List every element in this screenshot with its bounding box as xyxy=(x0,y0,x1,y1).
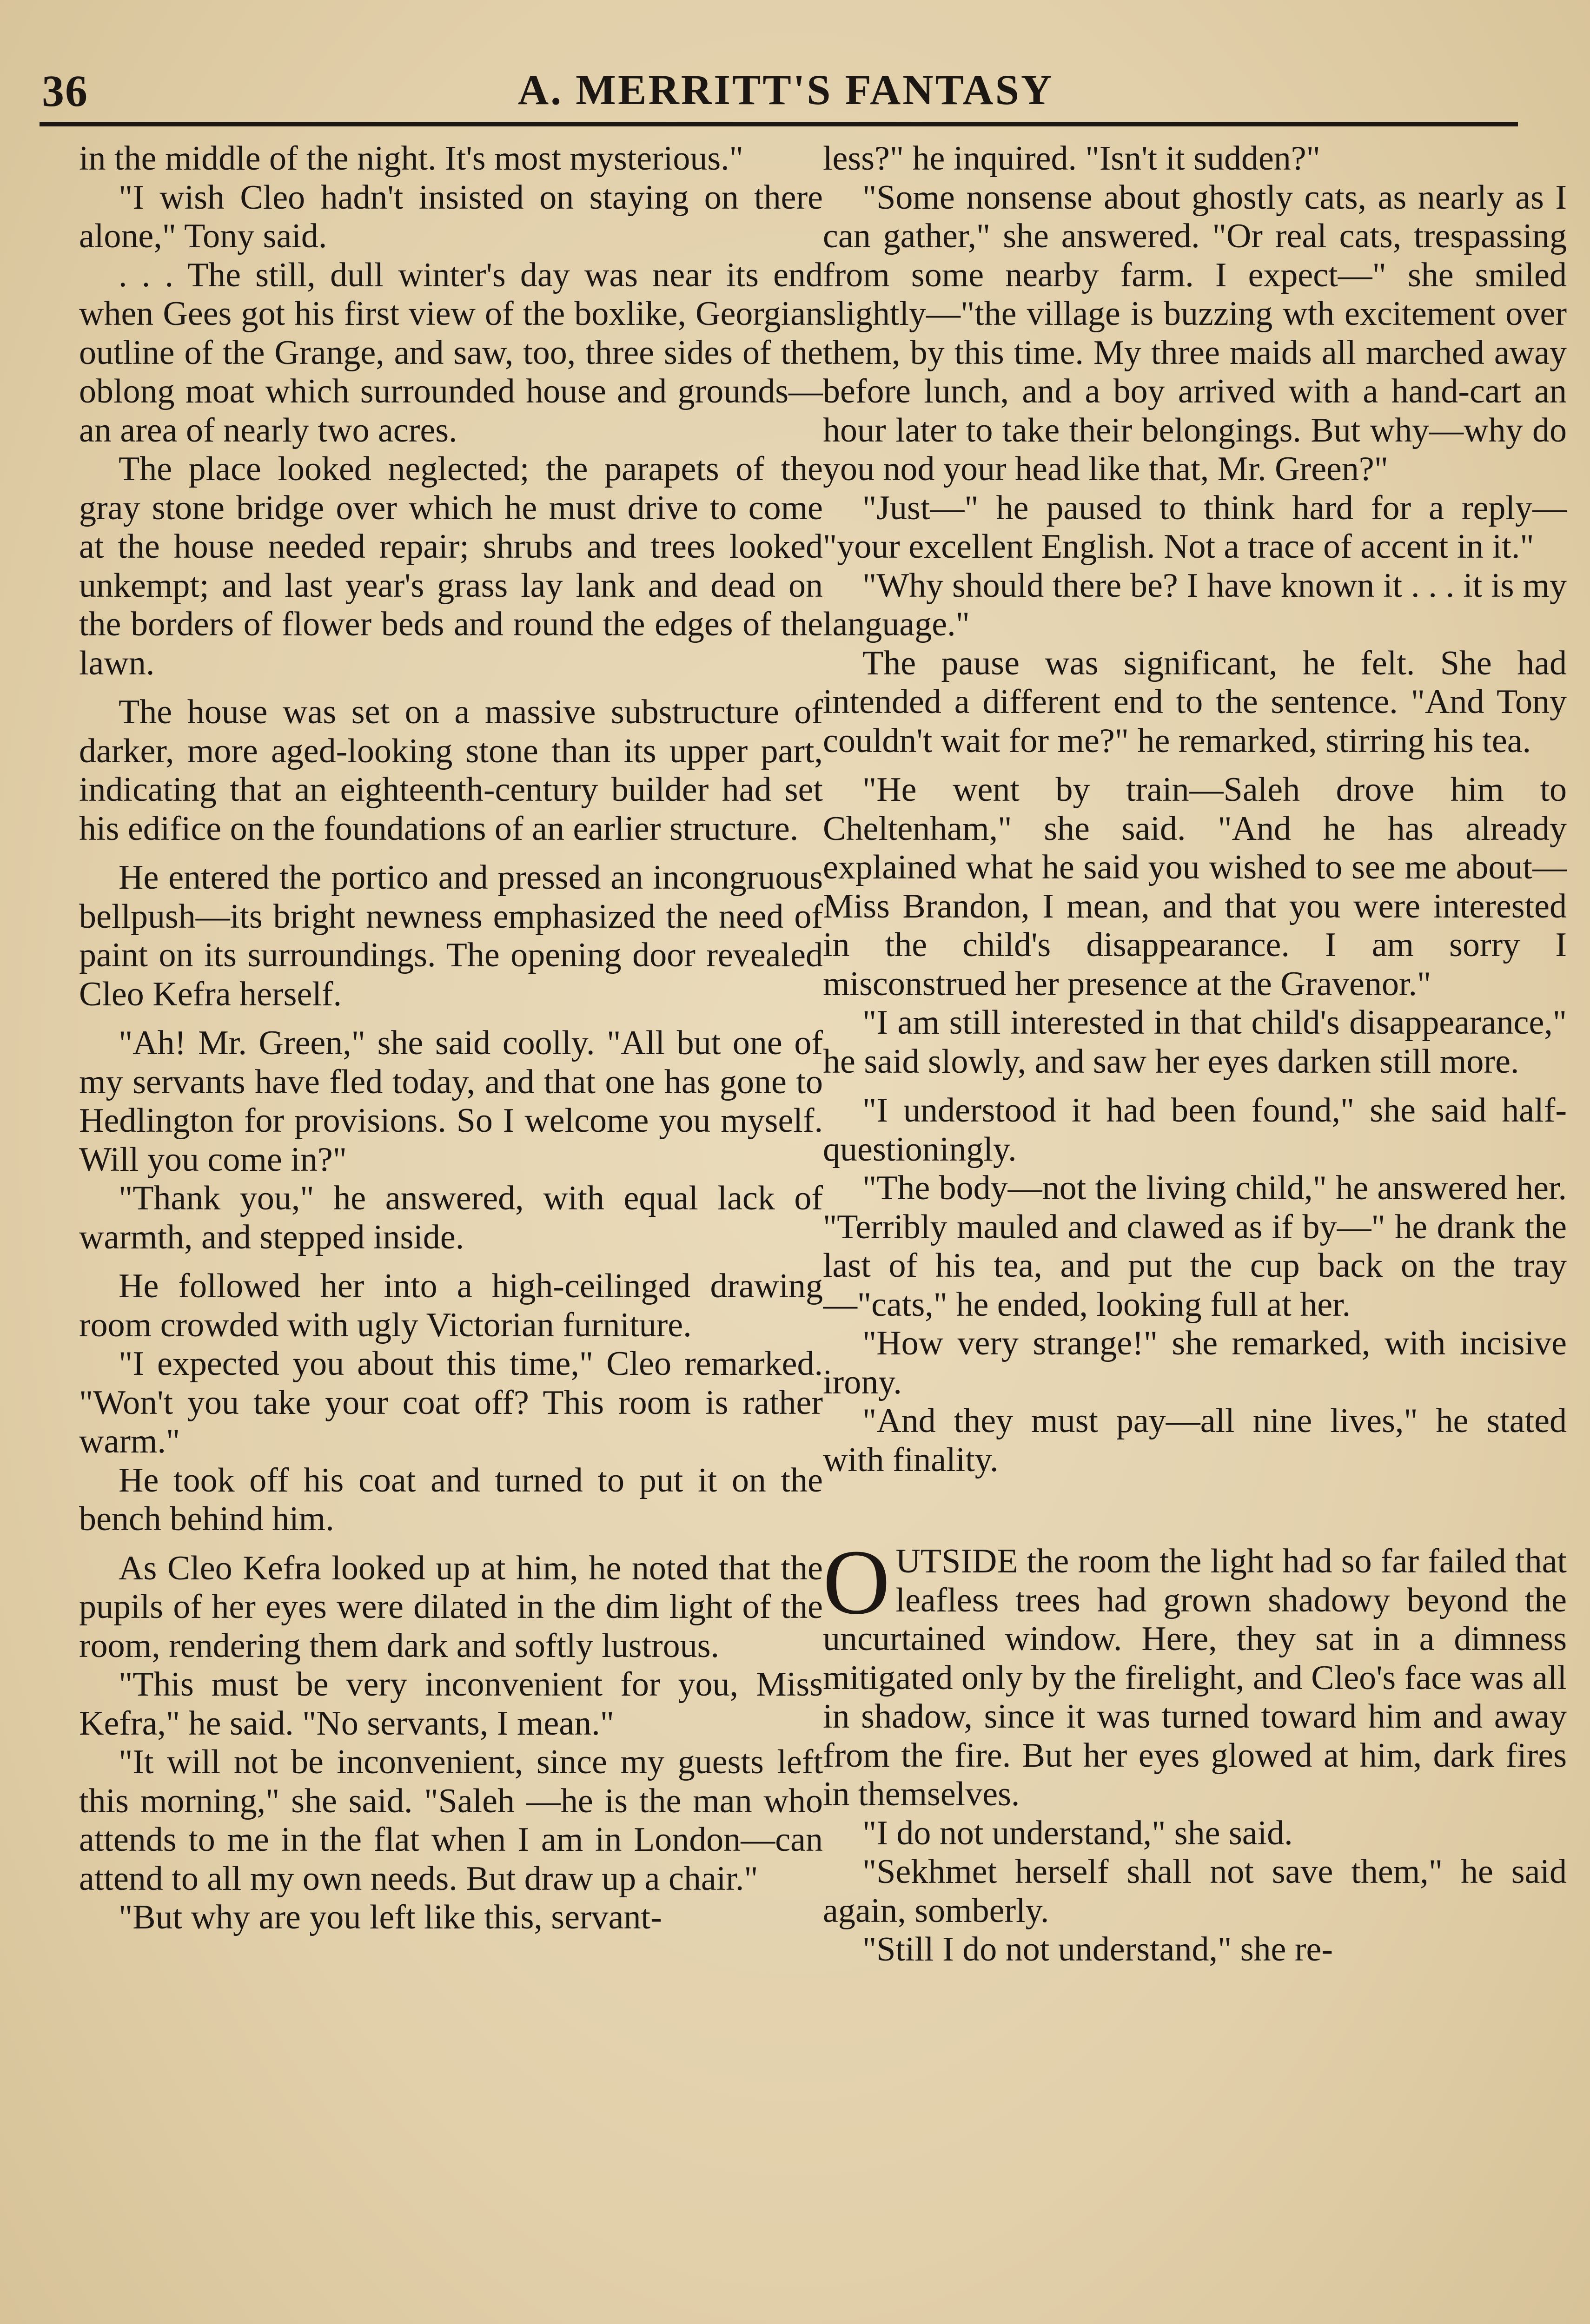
paragraph: "I expected you about this time," Cleo remarked. "Won't you take your coat off? This room is rather warm." xyxy=(79,1345,823,1460)
right-column xyxy=(823,139,1567,2296)
paragraph: The pause was significant, he felt. She had intended a different end to the sentence. "And Tony couldn't wait for me?" he remarked, stirring his tea. xyxy=(823,644,1567,760)
paragraph: "But why are you left like this, servant- xyxy=(119,1898,662,1936)
section-first-text: UTSIDE the room the light had so far failed that leafless trees had grown shadowy beyond the uncurtained window. Here, they sat in a dimness mitigated only by the firelight, and Cleo's face was all in shadow, since it was turned toward him and away from the fire. But her eyes glowed at him, dark fires in themselves. xyxy=(823,1542,1567,1813)
paragraph: "And they must pay—all nine lives," he stated with finality. xyxy=(823,1402,1567,1479)
paragraph: . . . The still, dull winter's day was near its end when Gees got his first view of the boxlike, Georgian outline of the Grange, and saw, too, three sides of the oblong moat which surrounded house and grounds—an area of nearly two acres. xyxy=(79,256,823,449)
paragraph: "This must be very inconvenient for you, Miss Kefra," he said. "No servants, I mean." xyxy=(79,1665,823,1743)
paragraph: "Still I do not understand," she re- xyxy=(862,1930,1333,1968)
paragraph: "I do not understand," she said. xyxy=(862,1814,1293,1852)
paragraph: "I wish Cleo hadn't insisted on staying on there alone," Tony said. xyxy=(79,178,823,255)
paragraph: "Thank you," he answered, with equal lack of warmth, and stepped inside. xyxy=(79,1179,823,1256)
paragraph: "Why should there be? I have known it . . . it is my language." xyxy=(823,566,1567,643)
left-column xyxy=(79,139,823,2296)
paragraph: "Sekhmet herself shall not save them," he said again, somberly. xyxy=(823,1853,1567,1930)
paragraph: less?" he inquired. "Isn't it sudden?" xyxy=(823,139,1320,178)
section-opening-paragraph xyxy=(823,1531,1567,1814)
paragraph: As Cleo Kefra looked up at him, he noted that the pupils of her eyes were dilated in the dim light of the room, rendering them dark and softly lustrous. xyxy=(79,1549,823,1665)
paragraph: "Ah! Mr. Green," she said coolly. "All but one of my servants have fled today, and that one has gone to Hedlington for provisions. So I welcome you myself. Will you come in?" xyxy=(79,1024,823,1179)
paragraph: "I understood it had been found," she said half-questioningly. xyxy=(823,1091,1567,1169)
paragraph: "Some nonsense about ghostly cats, as nearly as I can gather," she answered. "Or real cats, trespassing from some nearby farm. I expect—" she smiled slightly—"the village is buzzing wth excitement over them, by this time. My three maids all marched away before lunch, and a boy arrived with a hand-cart an hour later to take their belongings. But why—why do you nod your head like that, Mr. Green?" xyxy=(823,178,1567,488)
paragraph: He followed her into a high-ceilinged drawing room crowded with ugly Victorian furniture. xyxy=(79,1267,823,1344)
paragraph: "He went by train—Saleh drove him to Cheltenham," she said. "And he has already explained what he said you wished to see me about—Miss Brandon, I mean, and that you were interested in the child's disappearance. I am sorry I misconstrued her presence at the Gravenor." xyxy=(823,771,1567,1003)
paragraph: The place looked neglected; the parapets of the gray stone bridge over which he must drive to come at the house needed repair; shrubs and trees looked unkempt; and last year's grass lay lank and dead on the borders of flower beds and round the edges of the lawn. xyxy=(79,450,823,682)
paragraph: "It will not be inconvenient, since my guests left this morning," she said. "Saleh —he is the man who attends to me in the flat when I am in London—can attend to all my own needs. But draw up a chair." xyxy=(79,1743,823,1898)
paragraph: He took off his coat and turned to put it on the bench behind him. xyxy=(79,1461,823,1538)
paragraph: "I am still interested in that child's disappearance," he said slowly, and saw her eyes darken still more. xyxy=(823,1004,1567,1081)
paragraph: "Just—" he paused to think hard for a reply— "your excellent English. Not a trace of accent in it." xyxy=(823,489,1567,566)
paragraph: in the middle of the night. It's most mysterious." xyxy=(79,139,743,178)
paragraph: "The body—not the living child," he answered her. "Terribly mauled and clawed as if by—" he drank the last of his tea, and put the cup back on the tray—"cats," he ended, looking full at her. xyxy=(823,1169,1567,1324)
paragraph: The house was set on a massive substructure of darker, more aged-looking stone than its upper part, indicating that an eighteenth-century builder had set his edifice on the foundations of an earlier structure. xyxy=(79,693,823,848)
running-title: A. MERRITT'S FANTASY xyxy=(517,66,1054,113)
paragraph: He entered the portico and pressed an incongruous bellpush—its bright newness emphasized the need of paint on its surroundings. The opening door revealed Cleo Kefra herself. xyxy=(79,858,823,1013)
page-number: 36 xyxy=(42,66,88,116)
drop-cap: O xyxy=(823,1531,890,1634)
paragraph: "How very strange!" she remarked, with incisive irony. xyxy=(823,1324,1567,1401)
right-column-paragraphs xyxy=(823,139,1567,1479)
page-header xyxy=(42,65,1530,125)
header-rule xyxy=(40,122,1518,126)
